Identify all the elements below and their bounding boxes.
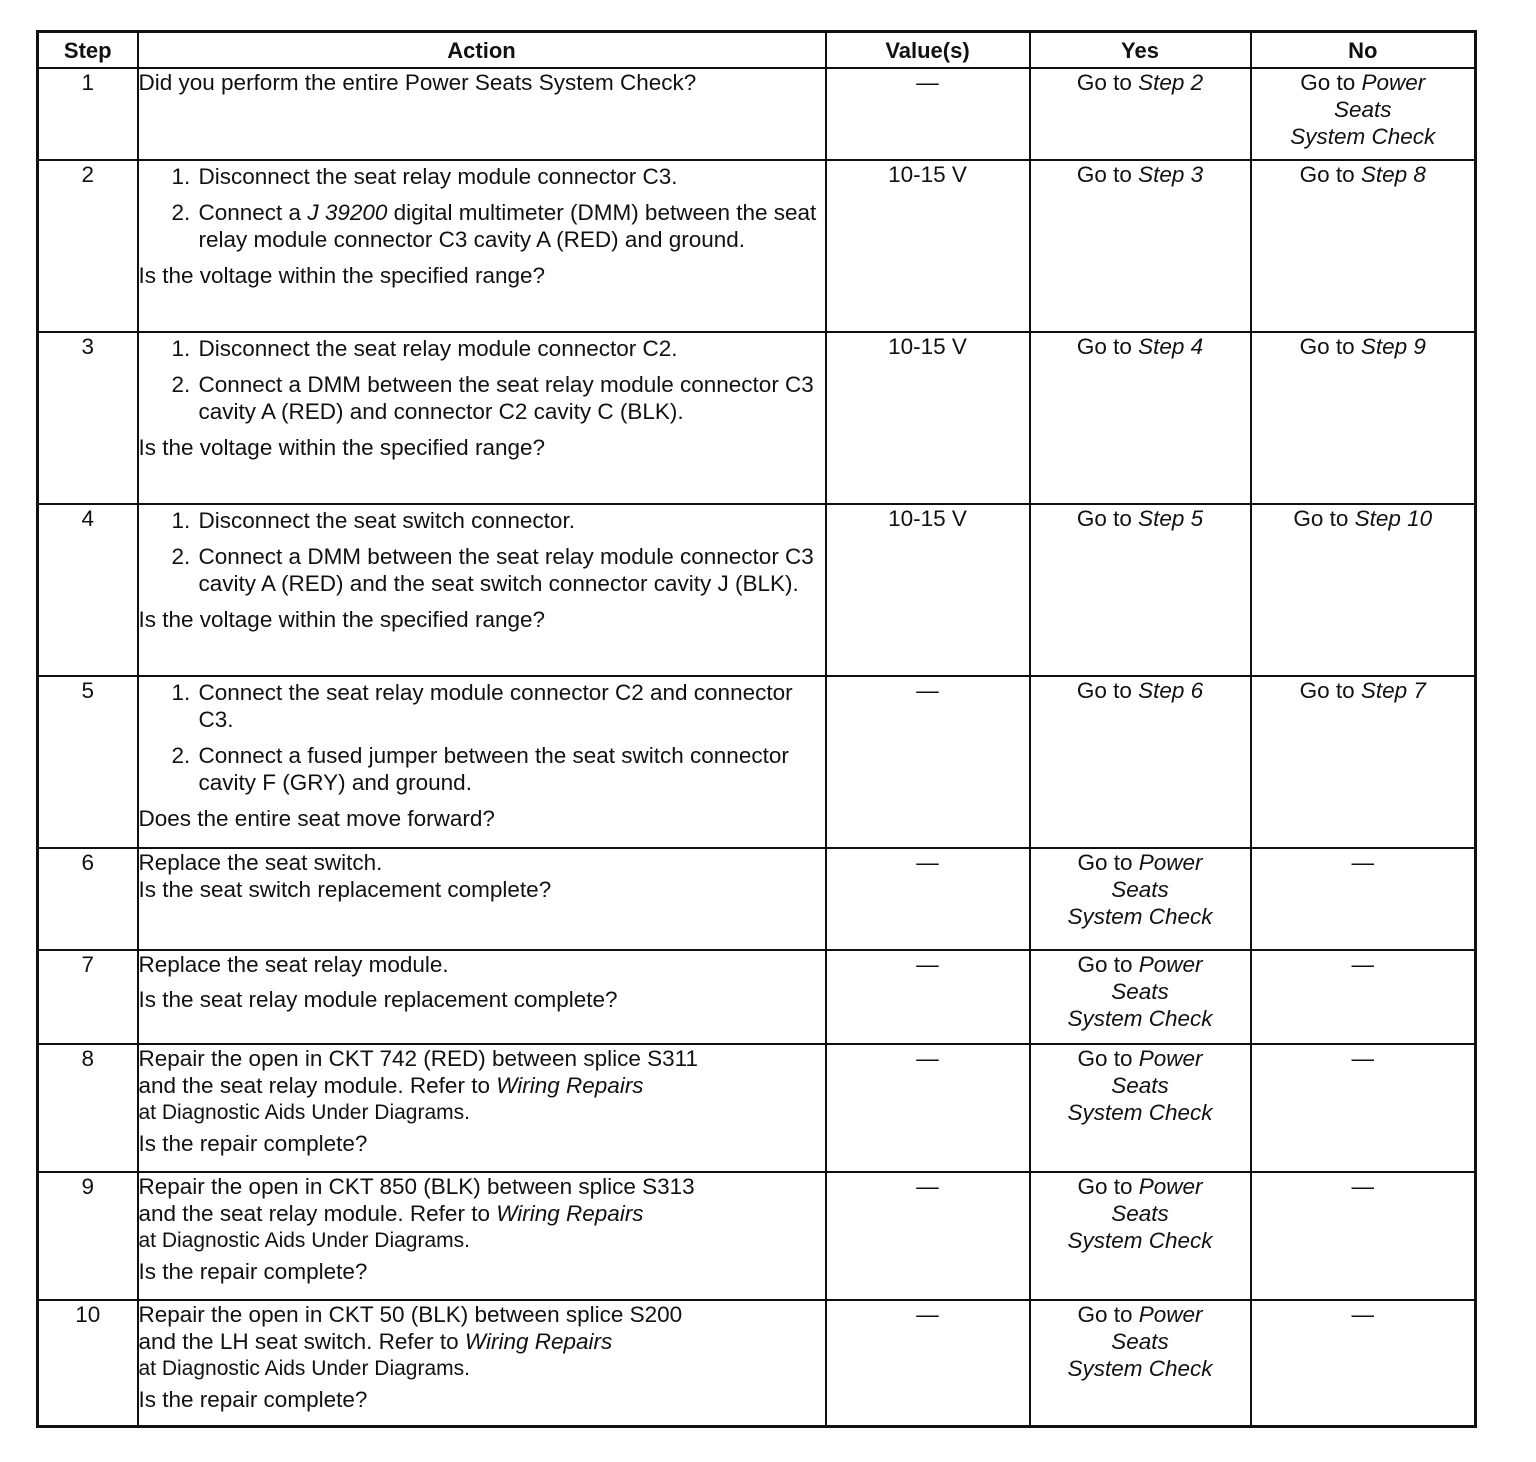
yes-prefix: Go to: [1076, 162, 1139, 187]
no-prefix: Go to: [1300, 70, 1362, 95]
action-item: 1. Connect the seat relay module connector C2 and connector C3.: [197, 679, 825, 733]
yes-link[interactable]: System Check: [1067, 1228, 1213, 1253]
value-cell: —: [826, 848, 1030, 950]
step-number: 8: [38, 1044, 138, 1172]
action-item: 1. Disconnect the seat switch connector.: [197, 507, 825, 534]
yes-prefix: Go to: [1077, 1302, 1139, 1327]
diagnostic-table-sheet: [36, 30, 1474, 1428]
yes-cell: [1030, 68, 1251, 160]
table-row: [38, 504, 1476, 676]
action-text: Repair the open in CKT 50 (BLK) between splice S200: [138, 1302, 683, 1327]
table-row: [38, 848, 1476, 950]
action-item: 2. Connect a DMM between the seat relay module connector C3 cavity A (RED) and connector C2 cavity C (BLK).: [197, 371, 825, 425]
no-cell: [1251, 332, 1476, 504]
yes-cell: [1030, 676, 1251, 848]
action-item: 2. Connect a DMM between the seat relay module connector C3 cavity A (RED) and the seat switch connector cavity J (BLK).: [197, 543, 825, 597]
yes-link[interactable]: Step 2: [1138, 70, 1204, 95]
yes-link[interactable]: Power: [1138, 952, 1203, 977]
action-item: 1. Disconnect the seat relay module connector C3.: [197, 163, 825, 190]
yes-link[interactable]: Power: [1138, 1302, 1203, 1327]
yes-prefix: Go to: [1076, 506, 1139, 531]
yes-cell: [1030, 1044, 1251, 1172]
header-yes: Yes: [1030, 32, 1251, 69]
yes-cell: [1030, 1300, 1251, 1427]
yes-link[interactable]: Seats: [1111, 1329, 1169, 1354]
value-cell: —: [826, 950, 1030, 1044]
no-cell: [1251, 68, 1476, 160]
no-cell: —: [1251, 848, 1476, 950]
action-text: at Diagnostic Aids Under Diagrams.: [138, 1357, 470, 1380]
yes-cell: [1030, 160, 1251, 332]
table-row: [38, 1172, 1476, 1300]
yes-link[interactable]: System Check: [1067, 1356, 1213, 1381]
no-cell: —: [1251, 1172, 1476, 1300]
wiring-repairs-link[interactable]: Wiring Repairs: [496, 1201, 644, 1226]
header-values: Value(s): [826, 32, 1030, 69]
wiring-repairs-link[interactable]: Wiring Repairs: [496, 1073, 644, 1098]
yes-prefix: Go to: [1077, 952, 1139, 977]
action-text: Repair the open in CKT 850 (BLK) between splice S313: [138, 1174, 695, 1199]
action-question: Did you perform the entire Power Seats System Check?: [138, 70, 697, 95]
action-cell: [138, 1172, 826, 1300]
table-row: [38, 676, 1476, 848]
yes-cell: [1030, 504, 1251, 676]
table-row: [38, 68, 1476, 160]
action-cell: [138, 504, 826, 676]
action-question: Is the seat switch replacement complete?: [138, 877, 552, 902]
header-step: Step: [38, 32, 138, 69]
value-cell: —: [826, 676, 1030, 848]
action-question: Is the repair complete?: [138, 1131, 368, 1156]
step-number: 2: [38, 160, 138, 332]
yes-prefix: Go to: [1076, 678, 1139, 703]
yes-link[interactable]: Step 4: [1138, 334, 1204, 359]
diagnostic-table: [36, 30, 1477, 1428]
yes-cell: [1030, 950, 1251, 1044]
yes-link[interactable]: Step 6: [1138, 678, 1204, 703]
step-number: 1: [38, 68, 138, 160]
yes-link[interactable]: Power: [1138, 850, 1203, 875]
yes-prefix: Go to: [1077, 850, 1139, 875]
step-number: 3: [38, 332, 138, 504]
yes-link[interactable]: Power: [1138, 1046, 1203, 1071]
action-text: Replace the seat relay module.: [138, 952, 449, 977]
step-number: 6: [38, 848, 138, 950]
yes-cell: [1030, 332, 1251, 504]
action-item: 2. Connect a fused jumper between the seat switch connector cavity F (GRY) and ground.: [197, 742, 825, 796]
action-text: at Diagnostic Aids Under Diagrams.: [138, 1101, 470, 1124]
action-cell: [138, 950, 826, 1044]
yes-link[interactable]: Step 5: [1138, 506, 1204, 531]
action-question: Is the voltage within the specified range?: [138, 435, 546, 460]
no-prefix: Go to: [1299, 334, 1361, 359]
action-text: and the seat relay module. Refer to: [138, 1201, 497, 1226]
value-cell: 10-15 V: [826, 160, 1030, 332]
no-prefix: Go to: [1299, 162, 1361, 187]
action-text: [139, 1200, 825, 1227]
yes-prefix: Go to: [1077, 1174, 1139, 1199]
yes-link[interactable]: System Check: [1067, 1006, 1213, 1031]
action-text: and the seat relay module. Refer to: [138, 1073, 497, 1098]
step-number: 7: [38, 950, 138, 1044]
action-list: [139, 679, 825, 796]
yes-prefix: Go to: [1076, 334, 1139, 359]
action-item: [197, 199, 825, 253]
step-number: 9: [38, 1172, 138, 1300]
action-cell: [138, 676, 826, 848]
action-question: Is the voltage within the specified range?: [138, 607, 546, 632]
wiring-repairs-link[interactable]: Wiring Repairs: [464, 1329, 613, 1354]
value-cell: 10-15 V: [826, 504, 1030, 676]
header-no: No: [1251, 32, 1476, 69]
action-text: at Diagnostic Aids Under Diagrams.: [138, 1229, 470, 1252]
no-link[interactable]: Step 8: [1360, 162, 1426, 187]
action-list: [139, 335, 825, 425]
step-number: 5: [38, 676, 138, 848]
action-text: Replace the seat switch.: [138, 850, 383, 875]
action-cell: [138, 848, 826, 950]
no-cell: [1251, 676, 1476, 848]
yes-link[interactable]: Seats: [1111, 1201, 1169, 1226]
action-question: Is the repair complete?: [138, 1259, 368, 1284]
yes-link[interactable]: Power: [1138, 1174, 1203, 1199]
yes-prefix: Go to: [1077, 1046, 1139, 1071]
no-link[interactable]: Step 9: [1360, 334, 1426, 359]
no-cell: [1251, 504, 1476, 676]
no-link[interactable]: Step 7: [1360, 678, 1426, 703]
action-text: and the LH seat switch. Refer to: [138, 1329, 465, 1354]
action-question: Is the repair complete?: [138, 1387, 368, 1412]
yes-cell: [1030, 1172, 1251, 1300]
step-number: 10: [38, 1300, 138, 1427]
action-text: Connect a: [198, 200, 308, 225]
value-cell: —: [826, 1300, 1030, 1427]
action-question: Is the voltage within the specified range?: [138, 263, 546, 288]
yes-cell: [1030, 848, 1251, 950]
action-cell: [138, 1300, 826, 1427]
yes-link[interactable]: Seats: [1111, 1073, 1169, 1098]
yes-link[interactable]: System Check: [1067, 904, 1213, 929]
action-text: Repair the open in CKT 742 (RED) between splice S311: [138, 1046, 698, 1071]
no-cell: —: [1251, 1300, 1476, 1427]
value-cell: —: [826, 1044, 1030, 1172]
action-question: Is the seat relay module replacement complete?: [138, 987, 618, 1012]
header-row: [38, 32, 1476, 69]
table-row: [38, 1044, 1476, 1172]
no-link[interactable]: System Check: [1290, 124, 1436, 149]
no-link[interactable]: Step 10: [1354, 506, 1433, 531]
action-cell: [138, 1044, 826, 1172]
yes-link[interactable]: System Check: [1067, 1100, 1213, 1125]
no-cell: —: [1251, 1044, 1476, 1172]
value-cell: —: [826, 1172, 1030, 1300]
yes-link[interactable]: Seats: [1111, 877, 1169, 902]
yes-link[interactable]: Seats: [1111, 979, 1169, 1004]
tool-reference: J 39200: [307, 200, 388, 225]
no-link[interactable]: Power: [1361, 70, 1426, 95]
table-row: [38, 160, 1476, 332]
action-list: [139, 507, 825, 597]
action-text: [139, 1328, 825, 1355]
no-cell: [1251, 160, 1476, 332]
no-cell: —: [1251, 950, 1476, 1044]
value-cell: 10-15 V: [826, 332, 1030, 504]
table-row: [38, 950, 1476, 1044]
no-prefix: Go to: [1293, 506, 1355, 531]
action-list: [139, 163, 825, 253]
action-question: Does the entire seat move forward?: [138, 806, 495, 831]
no-link[interactable]: Seats: [1333, 97, 1392, 122]
yes-link[interactable]: Step 3: [1138, 162, 1204, 187]
header-action: Action: [138, 32, 826, 69]
action-cell: [138, 160, 826, 332]
value-cell: —: [826, 68, 1030, 160]
action-item: 1. Disconnect the seat relay module connector C2.: [197, 335, 825, 362]
step-number: 4: [38, 504, 138, 676]
table-row: [38, 332, 1476, 504]
action-cell: [138, 68, 826, 160]
no-prefix: Go to: [1299, 678, 1361, 703]
action-text: digital multimeter (DMM) between the seat relay module connector C3 cavity A (RED) and ground.: [198, 200, 817, 252]
yes-prefix: Go to: [1076, 70, 1139, 95]
table-row: [38, 1300, 1476, 1427]
action-text: [139, 1072, 825, 1099]
action-cell: [138, 332, 826, 504]
